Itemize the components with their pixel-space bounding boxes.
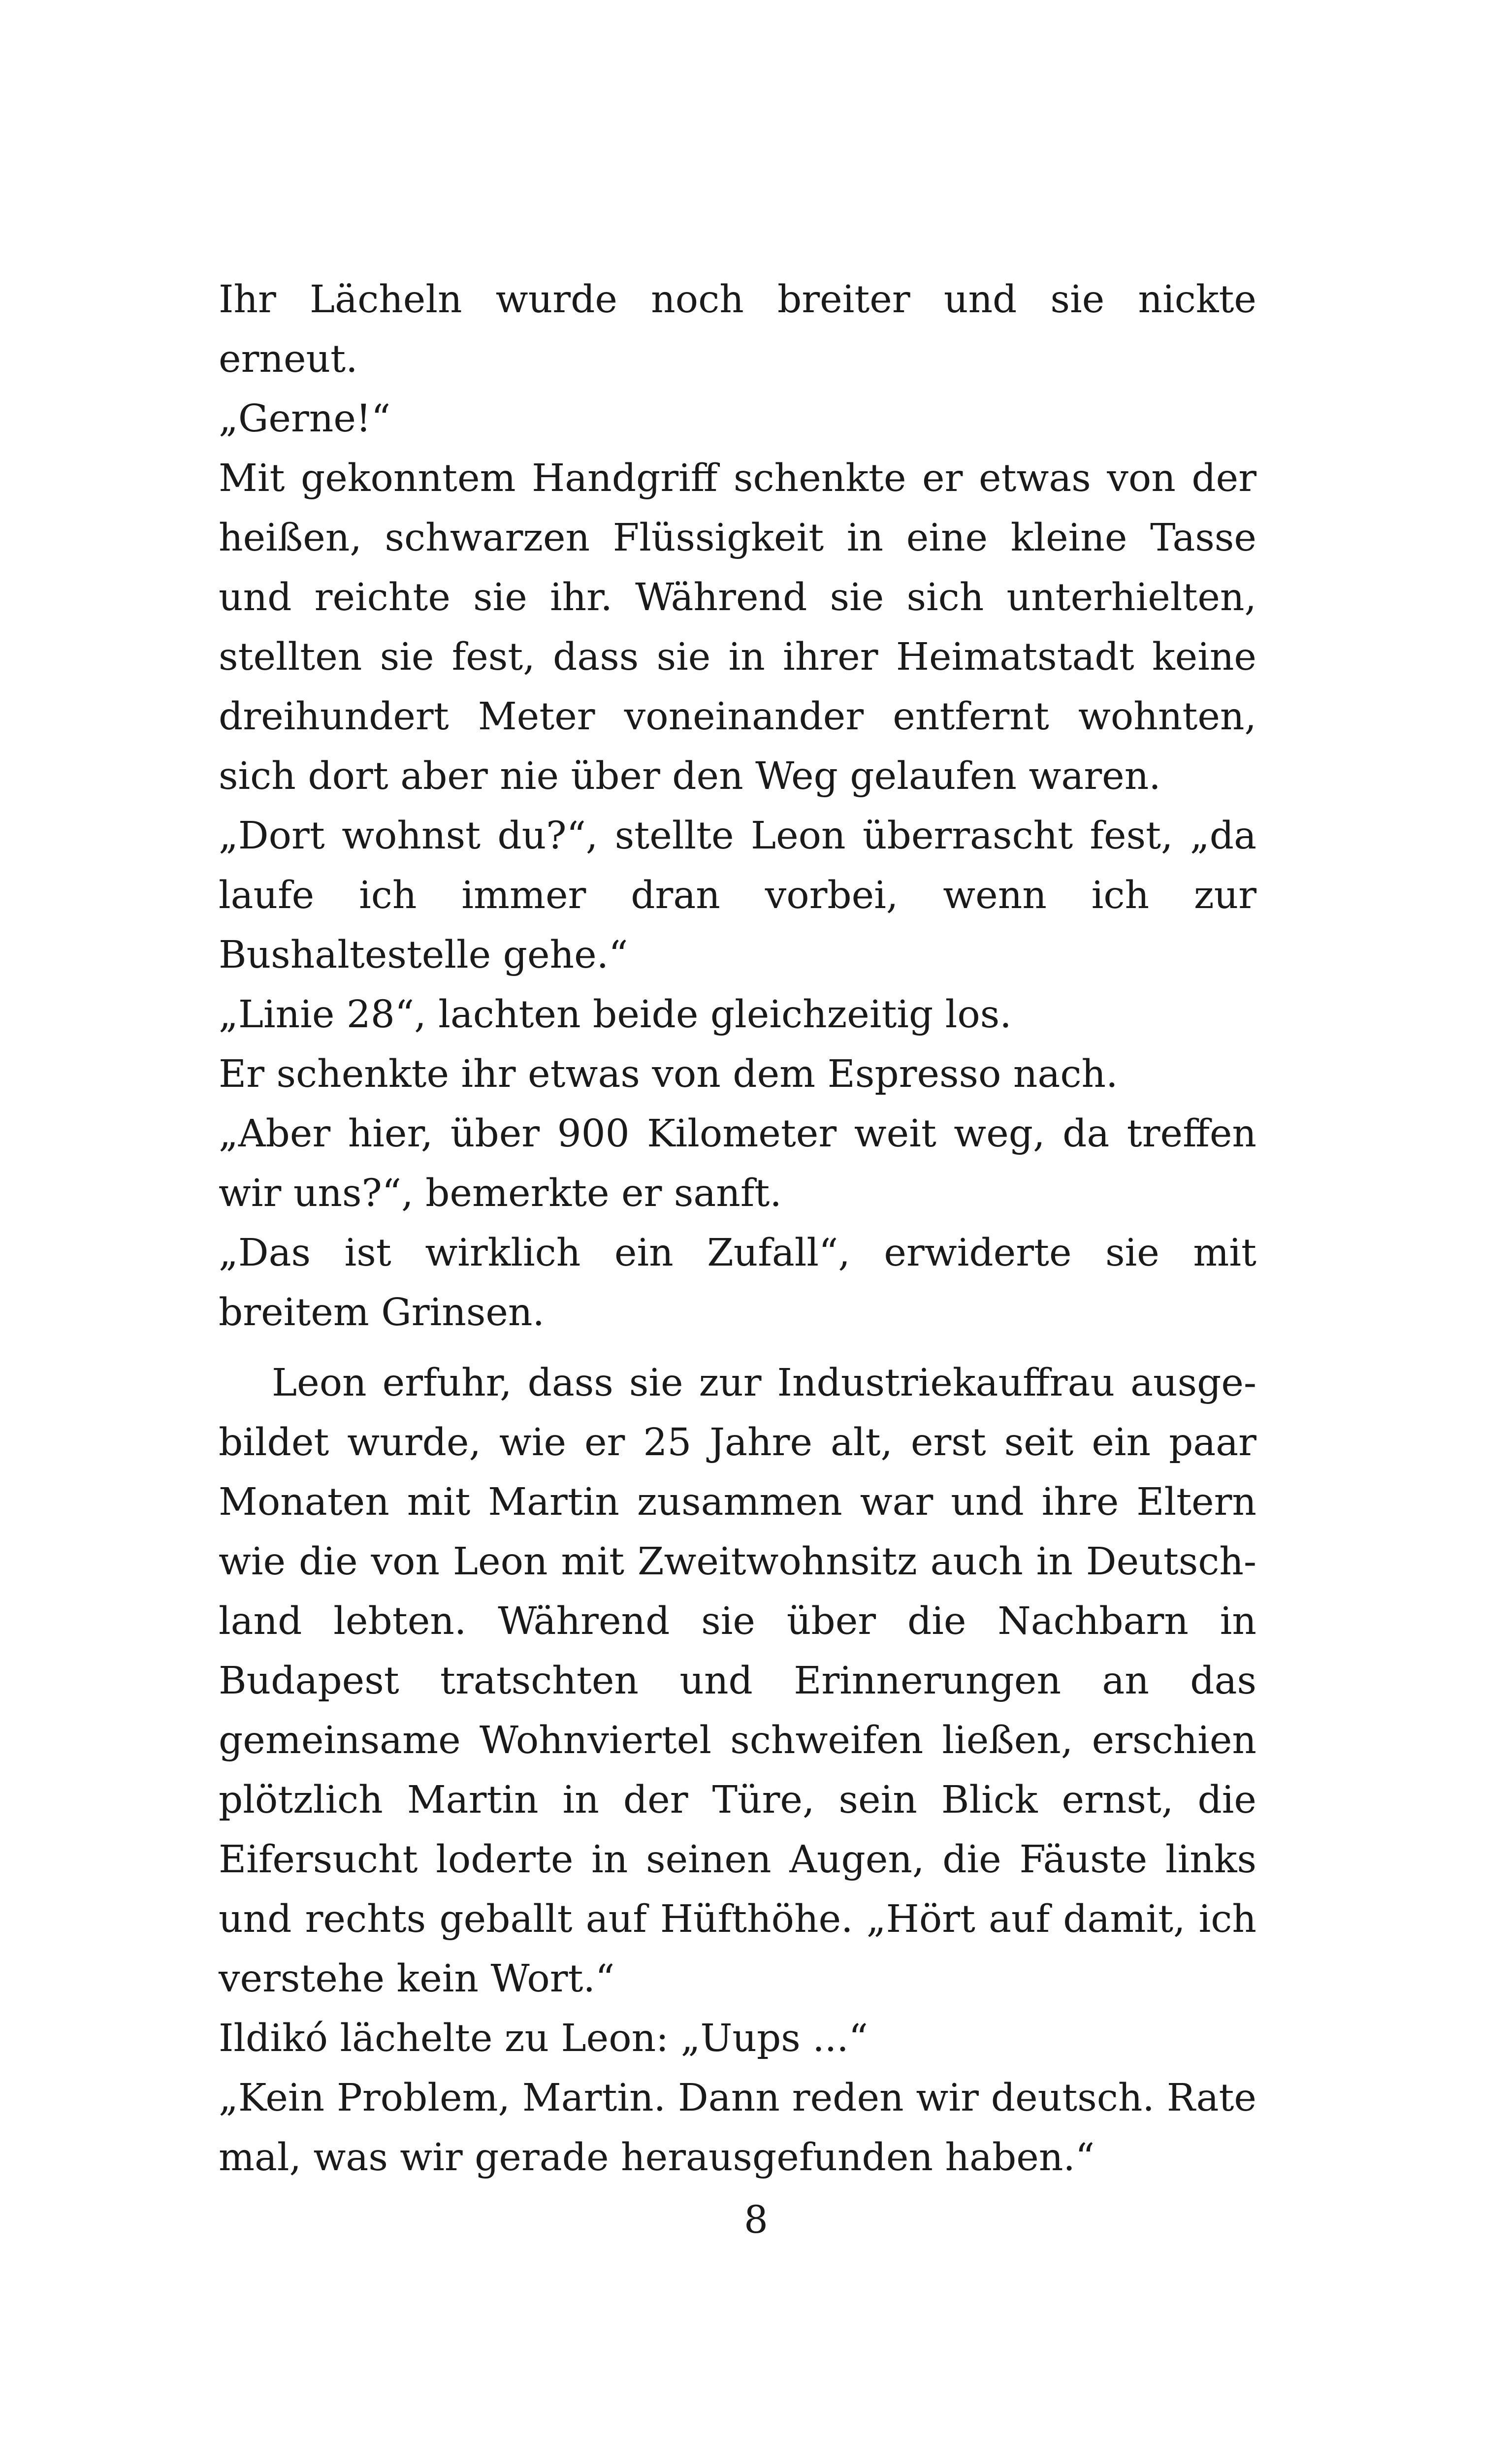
body-text [219, 270, 1256, 2187]
paragraph: „Linie 28“, lachten beide gleichzeitig los. [219, 993, 1012, 1037]
paragraph: Er schenkte ihr etwas von dem Espresso nach. [219, 1052, 1118, 1096]
paragraph: „Gerne!“ [219, 397, 391, 441]
paragraph-indented: Leon erfuhr, dass sie zur Industriekauffrau ausgebildet wurde, wie er 25 Jahre alt, erst seit ein paar Monaten mit Martin zusammen war und ihre Eltern wie die von Leon mit Zweitwohnsitz auch in Deutschland lebten. Während sie über die Nachbarn in Budapest tratschten und Erinnerungen an das gemeinsame Wohnviertel schweifen ließen, erschien plötzlich Martin in der Türe, sein Blick ernst, die Eifersucht loderte in seinen Augen, die Fäuste links und rechts geballt auf Hüfthöhe. „Hört auf damit, ich verstehe kein Wort.“ [219, 1361, 1256, 2001]
paragraph: „Aber hier, über 900 Kilometer weit weg, da treffen wir uns?“, bemerkte er sanft. [219, 1112, 1256, 1215]
page-number: 8 [744, 2198, 768, 2242]
paragraph: Ihr Lächeln wurde noch breiter und sie nickte erneut. [219, 278, 1256, 381]
paragraph: Ildikó lächelte zu Leon: „Uups ...“ [219, 2017, 869, 2060]
paragraph: „Kein Problem, Martin. Dann reden wir deutsch. Rate mal, was wir gerade herausgefunden haben.“ [219, 2076, 1256, 2180]
paragraph: Mit gekonntem Handgriff schenkte er etwas von der heißen, schwarzen Flüssigkeit in eine kleine Tasse und reichte sie ihr. Während sie sich unterhielten, stellten sie fest, dass sie in ihrer Heimatstadt keine dreihundert Meter voneinander entfernt wohnten, sich dort aber nie über den Weg gelaufen waren. [219, 456, 1256, 798]
paragraph: „Dort wohnst du?“, stellte Leon überrascht fest, „da laufe ich immer dran vorbei, wenn ich zur Bushaltestelle gehe.“ [219, 814, 1256, 977]
paragraph: „Das ist wirklich ein Zufall“, erwiderte sie mit breitem Grinsen. [219, 1231, 1256, 1335]
